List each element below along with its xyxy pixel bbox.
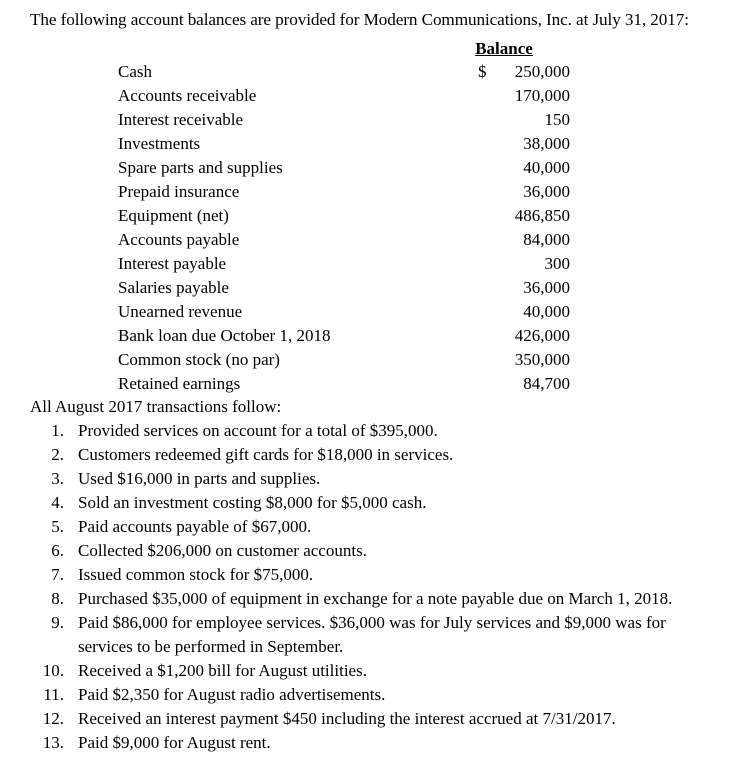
account-label: Bank loan due October 1, 2018 bbox=[118, 326, 331, 345]
list-item bbox=[0, 515, 752, 539]
list-item-text-continuation: services to be performed in September. bbox=[78, 637, 344, 656]
table-row bbox=[0, 157, 752, 181]
account-label: Retained earnings bbox=[118, 374, 241, 393]
list-item-number: 5. bbox=[51, 517, 64, 536]
table-row bbox=[0, 85, 752, 109]
account-amount: 40,000 bbox=[523, 158, 570, 177]
table-row bbox=[0, 373, 752, 397]
account-label: Unearned revenue bbox=[118, 302, 243, 321]
account-label: Investments bbox=[118, 134, 201, 153]
transactions-list bbox=[0, 419, 752, 755]
list-item bbox=[0, 683, 752, 707]
list-item bbox=[0, 659, 752, 683]
list-item bbox=[0, 467, 752, 491]
list-item bbox=[0, 707, 752, 731]
list-item bbox=[0, 419, 752, 443]
account-amount: 350,000 bbox=[514, 350, 570, 369]
table-row bbox=[0, 349, 752, 373]
currency-symbol: $ bbox=[478, 62, 487, 81]
list-item-text: Received an interest payment $450 including the interest accrued at 7/31/2017. bbox=[78, 709, 616, 728]
list-item-text: Used $16,000 in parts and supplies. bbox=[78, 469, 321, 488]
table-row bbox=[0, 253, 752, 277]
list-item-text: Paid accounts payable of $67,000. bbox=[78, 517, 312, 536]
account-amount: 36,000 bbox=[523, 278, 570, 297]
account-label: Cash bbox=[118, 62, 152, 81]
document-intro-sentence: The following account balances are provided for Modern Communications, Inc. at July 31, 2017: bbox=[30, 10, 689, 29]
list-item-number: 2. bbox=[51, 445, 64, 464]
list-item-text: Paid $2,350 for August radio advertisements. bbox=[78, 685, 386, 704]
list-item-text: Provided services on account for a total of $395,000. bbox=[78, 421, 438, 440]
account-amount: 486,850 bbox=[514, 206, 570, 225]
list-item-text: Paid $86,000 for employee services. $36,000 was for July services and $9,000 was for bbox=[78, 613, 666, 632]
account-label: Accounts receivable bbox=[118, 86, 257, 105]
list-item-number: 1. bbox=[51, 421, 64, 440]
list-item bbox=[0, 731, 752, 755]
transactions-intro: All August 2017 transactions follow: bbox=[30, 397, 282, 416]
account-amount: 250,000 bbox=[514, 62, 570, 81]
list-item-number: 13. bbox=[42, 733, 64, 752]
list-item-text: Issued common stock for $75,000. bbox=[78, 565, 314, 584]
list-item-text: Paid $9,000 for August rent. bbox=[78, 733, 271, 752]
account-label: Interest payable bbox=[118, 254, 227, 273]
list-item bbox=[0, 563, 752, 587]
table-row bbox=[0, 325, 752, 349]
list-item-number: 12. bbox=[42, 709, 64, 728]
list-item-text: Customers redeemed gift cards for $18,000 in services. bbox=[78, 445, 454, 464]
list-item-text: Collected $206,000 on customer accounts. bbox=[78, 541, 367, 560]
account-amount: 170,000 bbox=[514, 86, 570, 105]
account-label: Prepaid insurance bbox=[118, 182, 240, 201]
list-item-text: Purchased $35,000 of equipment in exchange for a note payable due on March 1, 2018. bbox=[78, 589, 673, 608]
balance-table-header-row bbox=[0, 38, 752, 61]
list-item-number: 10. bbox=[42, 661, 64, 680]
account-amount: 36,000 bbox=[523, 182, 570, 201]
table-row bbox=[0, 205, 752, 229]
list-item-number: 9. bbox=[51, 613, 64, 632]
list-item bbox=[0, 491, 752, 515]
list-item bbox=[0, 611, 752, 659]
list-item bbox=[0, 443, 752, 467]
balance-table bbox=[0, 38, 752, 397]
list-item-number: 3. bbox=[51, 469, 64, 488]
table-row bbox=[0, 133, 752, 157]
table-row bbox=[0, 181, 752, 205]
list-item-number: 11. bbox=[43, 685, 64, 704]
account-amount: 40,000 bbox=[523, 302, 570, 321]
list-item bbox=[0, 539, 752, 563]
table-row bbox=[0, 301, 752, 325]
list-item-number: 8. bbox=[51, 589, 64, 608]
account-amount: 150 bbox=[544, 110, 570, 129]
table-row bbox=[0, 61, 752, 85]
balance-column-header: Balance bbox=[475, 39, 533, 58]
list-item-number: 6. bbox=[51, 541, 64, 560]
list-item-number: 4. bbox=[51, 493, 64, 512]
account-label: Salaries payable bbox=[118, 278, 229, 297]
account-amount: 84,000 bbox=[523, 230, 570, 249]
table-row bbox=[0, 109, 752, 133]
account-amount: 38,000 bbox=[523, 134, 570, 153]
list-item-text: Sold an investment costing $8,000 for $5,000 cash. bbox=[78, 493, 427, 512]
account-label: Equipment (net) bbox=[118, 206, 229, 225]
account-label: Interest receivable bbox=[118, 110, 244, 129]
list-item-text: Received a $1,200 bill for August utilities. bbox=[78, 661, 367, 680]
table-row bbox=[0, 277, 752, 301]
account-label: Common stock (no par) bbox=[118, 350, 280, 369]
account-amount: 84,700 bbox=[523, 374, 570, 393]
account-amount: 426,000 bbox=[514, 326, 570, 345]
account-amount: 300 bbox=[544, 254, 570, 273]
table-row bbox=[0, 229, 752, 253]
account-label: Accounts payable bbox=[118, 230, 240, 249]
list-item bbox=[0, 587, 752, 611]
account-label: Spare parts and supplies bbox=[118, 158, 283, 177]
list-item-number: 7. bbox=[51, 565, 64, 584]
